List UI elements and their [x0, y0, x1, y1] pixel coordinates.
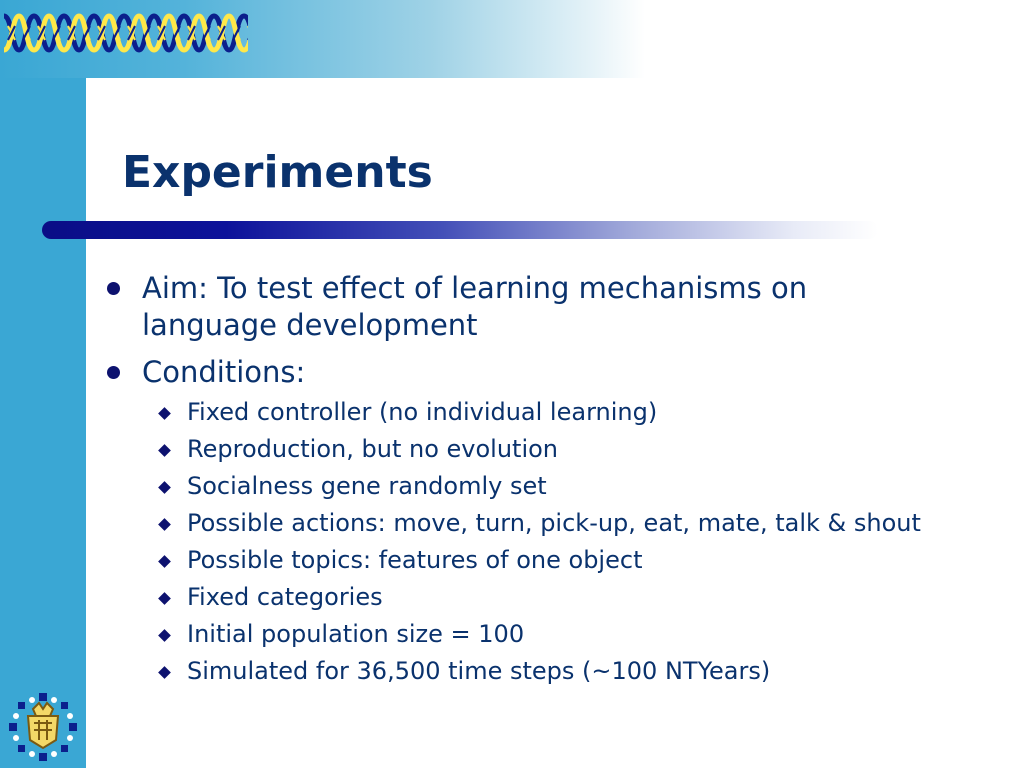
condition-possible-topics	[142, 545, 924, 575]
dna-helix-logo	[4, 8, 248, 58]
diamond-bullet-icon	[158, 481, 171, 494]
university-crest-emblem	[8, 692, 78, 762]
diamond-bullet-icon	[158, 555, 171, 568]
diamond-bullet-icon	[158, 629, 171, 642]
condition-text: Initial population size = 100	[187, 620, 525, 648]
diamond-bullet-icon	[158, 666, 171, 679]
condition-text: Fixed categories	[187, 583, 383, 611]
condition-text: Reproduction, but no evolution	[187, 435, 559, 463]
condition-reproduction	[142, 434, 924, 464]
bullet-aim-text: Aim: To test effect of learning mechanisms on language development	[142, 271, 808, 342]
condition-text: Fixed controller (no individual learning)	[187, 398, 658, 426]
condition-text: Possible actions: move, turn, pick-up, eat, mate, talk & shout	[187, 509, 921, 537]
bullet-dot-icon	[107, 366, 120, 379]
bullet-conditions	[104, 354, 924, 686]
condition-population-size	[142, 619, 924, 649]
diamond-bullet-icon	[158, 518, 171, 531]
diamond-bullet-icon	[158, 592, 171, 605]
condition-text: Socialness gene randomly set	[187, 472, 547, 500]
condition-text: Simulated for 36,500 time steps (~100 NTYears)	[187, 657, 771, 685]
condition-socialness-gene	[142, 471, 924, 501]
bullet-dot-icon	[107, 282, 120, 295]
condition-fixed-controller	[142, 397, 924, 427]
conditions-sublist	[142, 397, 924, 686]
condition-possible-actions	[142, 508, 924, 538]
title-underline-bar	[42, 221, 878, 239]
left-blue-band	[0, 0, 86, 768]
condition-fixed-categories	[142, 582, 924, 612]
slide-title: Experiments	[122, 147, 433, 198]
diamond-bullet-icon	[158, 407, 171, 420]
condition-simulated-steps	[142, 656, 924, 686]
bullet-conditions-text: Conditions:	[142, 355, 306, 389]
condition-text: Possible topics: features of one object	[187, 546, 643, 574]
main-bullet-list	[104, 270, 924, 696]
diamond-bullet-icon	[158, 444, 171, 457]
bullet-aim	[104, 270, 924, 344]
